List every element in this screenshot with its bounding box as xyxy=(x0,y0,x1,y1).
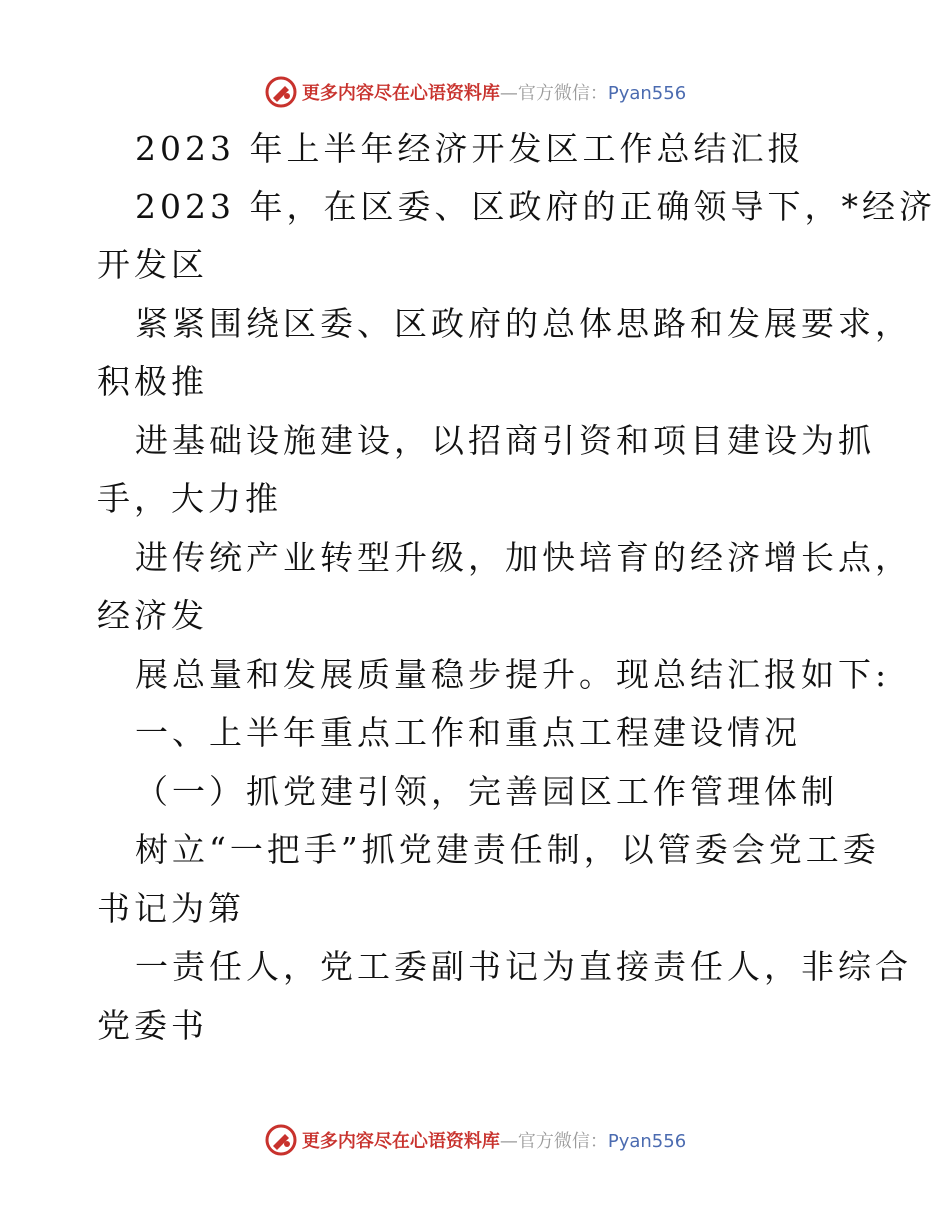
paragraph-line: 经济发 xyxy=(97,596,208,635)
paragraph-line: 书记为第 xyxy=(97,889,245,928)
paragraph-line: 党委书 xyxy=(97,1006,208,1045)
paragraph-line: 进基础设施建设，以招商引资和项目建设为抓 xyxy=(135,421,875,460)
paragraph-line: 开发区 xyxy=(97,245,208,284)
paragraph-line: 一责任人，党工委副书记为直接责任人，非综合 xyxy=(135,947,912,986)
paragraph-line: 积极推 xyxy=(97,362,208,401)
footer-watermark xyxy=(0,1120,950,1160)
paragraph-line: 紧紧围绕区委、区政府的总体思路和发展要求， xyxy=(135,304,912,343)
document-title: 2023 年上半年经济开发区工作总结汇报 xyxy=(135,129,805,168)
section-heading: 一、上半年重点工作和重点工程建设情况 xyxy=(135,713,801,752)
paragraph-line: 进传统产业转型升级，加快培育的经济增长点， xyxy=(135,538,912,577)
subsection-heading: （一）抓党建引领，完善园区工作管理体制 xyxy=(135,772,838,811)
header-watermark xyxy=(0,72,950,112)
paragraph-line: 手，大力推 xyxy=(97,479,282,518)
watermark-wechat-label: 官方微信： xyxy=(517,1131,608,1152)
watermark-wechat-label: 官方微信： xyxy=(517,83,608,104)
watermark-wechat-id: Pyan556 xyxy=(607,83,687,104)
watermark-dash: — xyxy=(499,83,518,104)
seal-logo-icon xyxy=(264,1123,298,1157)
paragraph-line: 树立“一把手”抓党建责任制，以管委会党工委 xyxy=(135,830,880,869)
paragraph-line: 2023 年，在区委、区政府的正确领导下，*经济 xyxy=(135,187,936,226)
watermark-brand: 更多内容尽在心语资料库 xyxy=(301,1131,500,1152)
seal-logo-icon xyxy=(264,75,298,109)
watermark-dash: — xyxy=(499,1131,518,1152)
paragraph-line: 展总量和发展质量稳步提升。现总结汇报如下: xyxy=(135,655,891,694)
watermark-brand: 更多内容尽在心语资料库 xyxy=(301,83,500,104)
watermark-wechat-id: Pyan556 xyxy=(607,1131,687,1152)
